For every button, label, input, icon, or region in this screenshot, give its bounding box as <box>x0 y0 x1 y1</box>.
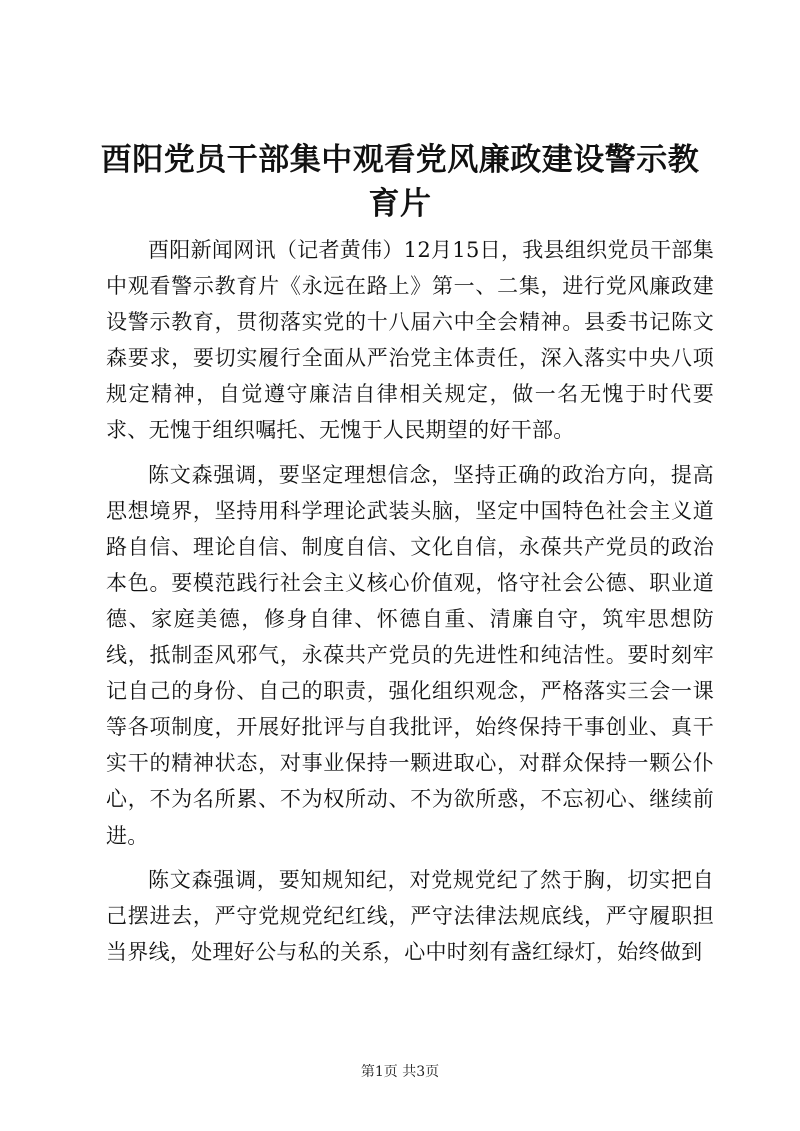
document-title: 酉阳党员干部集中观看党风廉政建设警示教育片 <box>100 142 700 222</box>
paragraph-3: 陈文森强调，要知规知纪，对党规党纪了然于胸，切实把自己摆进去，严守党规党纪红线，严守法律法规底线，严守履职担当界线，处理好公与私的关系，心中时刻有盏红绿灯，始终做到 <box>106 867 714 964</box>
paragraph-2: 陈文森强调，要坚定理想信念，坚持正确的政治方向，提高思想境界，坚持用科学理论武装头脑，坚定中国特色社会主义道路自信、理论自信、制度自信、文化自信，永葆共产党员的政治本色。要模范践行社会主义核心价值观，恪守社会公德、职业道德、家庭美德，修身自律、怀德自重、清廉自守，筑牢思想防线，抵制歪风邪气，永葆共产党员的先进性和纯洁性。要时刻牢记自己的身份、自己的职责，强化组织观念，严格落实三会一课等各项制度，开展好批评与自我批评，始终保持干事创业、真干实干的精神状态，对事业保持一颗进取心，对群众保持一颗公仆心，不为名所累、不为权所动、不为欲所惑，不忘初心、继续前进。 <box>106 462 714 848</box>
page-number-footer: 第1页 共3页 <box>360 1064 440 1080</box>
paragraph-1: 酉阳新闻网讯（记者黄伟）12月15日，我县组织党员干部集中观看警示教育片《永远在路上》第一、二集，进行党风廉政建设警示教育，贯彻落实党的十八届六中全会精神。县委书记陈文森要求，要切实履行全面从严治党主体责任，深入落实中央八项规定精神，自觉遵守廉洁自律相关规定，做一名无愧于时代要求、无愧于组织嘱托、无愧于人民期望的好干部。 <box>106 238 714 443</box>
document-body <box>106 232 714 978</box>
